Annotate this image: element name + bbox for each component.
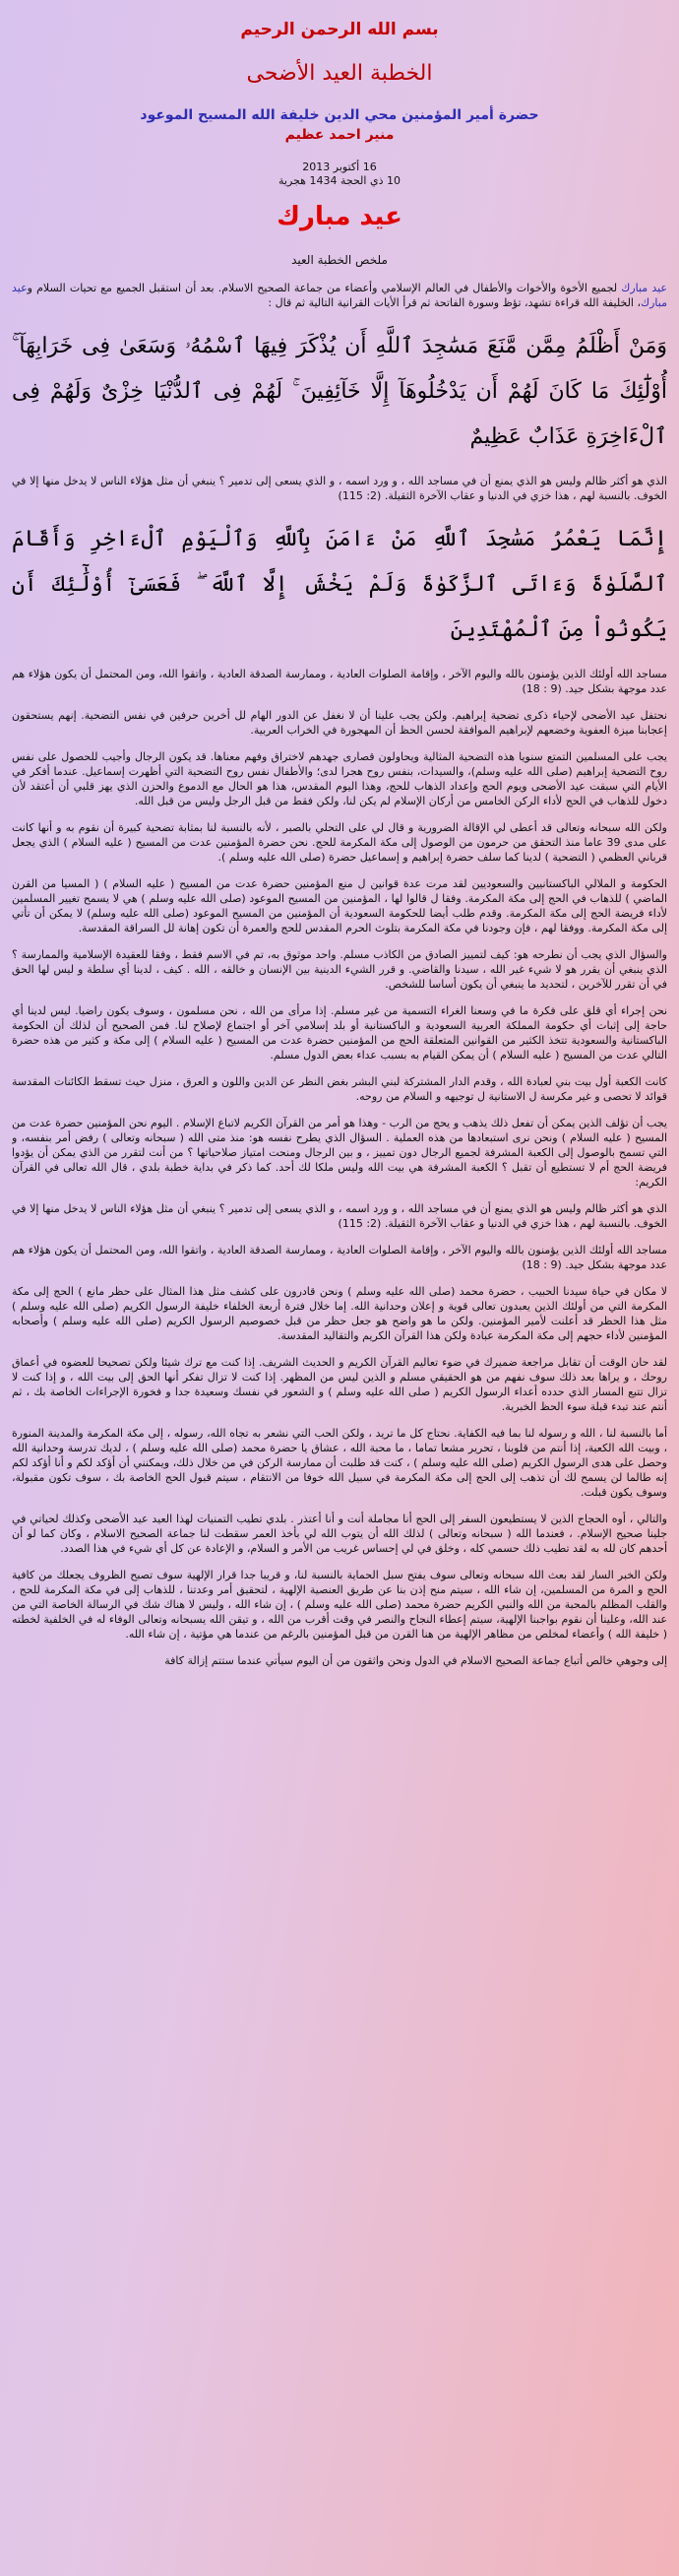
sermon-date <box>12 161 667 188</box>
paragraph-12: مساجد الله أولئك الذين يؤمنون بالله واليوم الآخر ، وإقامة الصلوات العادية ، وممارسة الصدقة العادية ، واتقوا الله، ومن المحتمل أن يكون هؤلاء هم عدد موجهة بشكل جيد. (9 : 18) <box>12 1244 667 1271</box>
paragraph-5: ولكن الله سبحانه وتعالى قد أعطى لي الإقالة الضرورية و قال لي على التحلي بالصبر ، لأنه بالنسبة لنا بمثابة تضحية كبيرة أن نقوم به و أنها كانت على مدى 39 عاما منذ التحقق من حرمون من الوصول إلى مكة المكرمة للحج. نحن حضرة المؤمنين عدت من المسيح ( عليه السلام ) الذي يجعل قرباني العظمي ( التضحية ) لدينا كما سلف حضرة إبراهيم و إسماعيل حضرة (صلى الله عليه وسلم ). <box>12 821 667 864</box>
basmala: بسم الله الرحمن الرحيم <box>240 20 439 39</box>
intro-paragraph <box>12 281 667 310</box>
intro-lead2: عيد مبارك <box>12 282 667 309</box>
sermon-subtitle: حضرة أمير المؤمنين محي الدين خليفة الله المسيح الموعود <box>140 107 539 123</box>
paragraph-11: الذي هو أكثر ظالم وليس هو الذي يمنع أن في مساجد الله ، و ورد اسمه ، و الذي يسعى إلى تدمير ؟ ينبغي أن مثل هؤلاء الناس لا يدخل منها إلا في الخوف. بالنسبة لهم ، هذا خزي في الدنيا و عقاب الآخرة الثقيلة. (2: 115) <box>12 1202 667 1230</box>
sermon-title: الخطبة العيد الأضحى <box>246 61 433 86</box>
paragraph-14: لقد حان الوقت أن تقابل مراجعة ضميرك في ضوء تعاليم القرآن الكريم و الحديث الشريف. إذا كنت مع ترك شيئا ولكن تصحيحا للعضوه في أعماق روحك ، و يراها بعد ذلك سوف نفهم من هو الحقيقي مسلم و الذين ليس من المظهر. إذا كنت لا تزال تفكر أنها الحق إلى بيت الله ، و إذا كنت لا تزال تتبع المسار الذي حدده أعداء الرسول الكريم ( صلى الله عليه وسلم ) و الشعور في نفسك وسعيدة جدا و فخورة الإجراءات الخاصة بك ، ثم أنتم عند تبدء قبلة سوء الحظ الخبرية. <box>12 1356 667 1413</box>
date-gregorian: 16 أكتوبر 2013 <box>302 161 377 173</box>
paragraph-9: كانت الكعبة أول بيت بني لعبادة الله ، وقدم الدار المشتركة لبني البشر بغض النظر عن الدين واللون و العرق ، منزل حيث تسقط الكائنات المقدسة قوائد لا تحصى و غير مكرسة ل الاستانية ل توجيهه و السلام من روحه. <box>12 1075 667 1103</box>
paragraph-7: والسؤال الذي يجب أن نطرحه هو: كيف لتمييز الصادق من الكاذب مسلم. واحد موثوق به، تم في الاسم فقط ، وفقا للعقيدة الإسلامية والممارسة ؟ الذي ينبغي أن يقرر هو لا شيء غير الله ، سيدنا والقاضي. و قرر الشيء الدينية بين الإنسان و خالقه ، الله . كيف ، لدينا أي سلطة و ليس لها الحق في أن تقرر للآخرين ، لتحديد ما ينبغي أن يكون أساسا للشخص. <box>12 948 667 991</box>
quran-verse-1: وَمَنْ أَظْلَمُ مِمَّن مَّنَعَ مَسَٰجِدَ ٱللَّهِ أَن يُذْكَرَ فِيهَا ٱسْمُهُۥ وَسَعَىٰ فِى خَرَابِهَآ ۚ أُوْلَٰٓئِكَ مَا كَانَ لَهُمْ أَن يَدْخُلُوهَآ إِلَّا خَآئِفِينَ ۚ لَهُمْ فِى ٱلدُّنْيَا خِزْىٌ وَلَهُمْ فِى ٱلْءَاخِرَةِ عَذَابٌ عَظِيمٌ <box>12 334 667 449</box>
paragraph-10: يجب أن تؤلف الذين يمكن أن تفعل ذلك يذهب و يحج من الرب - وهذا هو أمر من القرآن الكريم لاتباع الإسلام . اليوم نحن المؤمنين حضرة عدت من المسيح ( عليه السلام ) ونحن نرى استبعادها من هذه العملية . السؤال الذي يطرح نفسه هو: منذ متى الله ( سبحانه وتعالى ) رفض أمر بنفسه، و التي تسمح بالوصول إلى الكعبة المشرفة لجميع الرجال دون تمييز ، و بين الرجال ومنحت امتياز صلاحياتها ؟ من أنت لتقرر من الذي يمكن أن يؤدوا فريضة الحج أم لا تستطيع أن تقبل ؟ الكعبة المشرفة هي بيت الله وليس ملكا لك أحد. كما ذكر في بداية خطبة بلدي ، قال الله تعالى في القرآن الكريم: <box>12 1117 667 1189</box>
paragraph-17: ولكن الخبر السار لقد بعث الله سبحانه وتعالى سوف يفتح سبل الحماية بالنسبة لنا، و قريبا جدا قرار الإلهية سوف تصبح الظروف يجعلك من كافية الحج و المرة من المسلمين، إن شاء الله ، سيتم منح إذن بنا عن طريق العنصية الإلهية ، لتحقيق أمر وعدتنا ، للذهاب إلى في مكة المكرمة للحج ، والقلب المظلم بالمحبة من الله والنبي الكريم حضرة محمد (صلى الله عليه وسلم ) ، إن شاء الله ، وليس لا هناك شك في الرسالة الخاصة التي من عند الله، وعلينا أن نقوم بواجبنا الإلهية، سيتم إعطاء النجاح والنصر في وقت أقرب من الله ، و تيقن الله يسبحانه وتعالى الوفاء له في الخلفية لخطته ( خليفة الله ) وأعضاء لمخلص من مظاهر الإلهية من هنا القرن من قبل المؤمنين بالرغم من عندما هي مؤتية ، إن شاء الله. <box>12 1569 667 1641</box>
paragraph-15: أما بالنسبة لنا ، الله و رسوله لنا بما فيه الكفاية. نحتاج كل ما تريد ، ولكن الحب التي نشعر به تجاه الله، رسوله ، إلى مكة المكرمة والمدينة المنورة ، وبيت الله الكعبة، إذا أنتم من قلوبنا ، تحرير مشعا تماما ، ما محبة الله ، عشاق يا حضرة محمد (صلى الله عليه وسلم ) ، لديك تدرسة وحدانية الله وحصل على هدى الرسول الكريم (صلى الله عليه وسلم ) ، كنت قد طلبت أن ممارسة الركن في من خلال ذلك، ويمكنني أن أؤكد لكم و أنا أؤكد لكم إنه طالما لن يسمح لك أن تذهب إلى الحج إلى مكة المكرمة في سبيل الله خوفا من الانتقام ، سيتم قبول الحج الخاصة بك ، سوف تكون مقبولة، وسوف يكون قبلت. <box>12 1427 667 1499</box>
paragraph-13: لا مكان في حياة سيدنا الحبيب ، حضرة محمد (صلى الله عليه وسلم ) ونحن قادرون على كشف مثل هذا المثال على حظر مانع ) الحج إلى مكة المكرمة التي من أولئك الذين يعبدون تعالى قوية و إعلان وحدانية الله. إما خلال فترة أربعة الخلفاء خليفة الرسول الكريم (صلى الله عليه وسلم ) مثل هذا الحظر قد أعلنت لأمير المؤمنين. ولكن ما هو واضح هو جعل حظر من قبل خصوصيم الرسول الكريم (صلى الله عليه وسلم ) وأصحابه المؤمنين لأداء حجهم إلى مكة المكرمة عبادة ولكن هذا القرآن الكريم والتقاليد المقدسة. <box>12 1285 667 1342</box>
eid-greeting: عيد مبارك <box>277 202 402 231</box>
summary-label: ملخص الخطبة العيد <box>291 253 388 267</box>
quran-verse-2: إِنَّمَا يَعْمُرُ مَسَٰجِدَ ٱللَّهِ مَنْ ءَامَنَ بِٱللَّهِ وَٱلْيَوْمِ ٱلْءَاخِرِ وَأَقَامَ ٱلصَّلَوٰةَ وَءَاتَى ٱلزَّكَوٰةَ وَلَمْ يَخْشَ إِلَّا ٱللَّهَ ۖ فَعَسَىٰٓ أُوْلَٰٓئِكَ أَن يَكُونُواْ مِنَ ٱلْمُهْتَدِينَ <box>12 527 667 642</box>
intro-part2: بعد أن استقبل الجميع مع تحيات السلام و <box>27 282 215 294</box>
intro-part1: لجميع الأخوة والأخوات والأطفال في العالم الإسلامي وأعضاء من جماعة الصحيح الاسلام. <box>217 282 622 294</box>
sermon-page <box>12 20 667 2568</box>
paragraph-2: مساجد الله أولئك الذين يؤمنون بالله واليوم الآخر ، وإقامة الصلوات العادية ، وممارسة الصدقة العادية ، واتقوا الله، ومن المحتمل أن يكون هؤلاء هم عدد موجهة بشكل جيد. (9 : 18) <box>12 668 667 695</box>
paragraph-18: إلى وجوهي خالص أتباع جماعة الصحيح الاسلام في الدول ونحن واثقون من أن اليوم سيأتي عندما ستتم إزالة كافة <box>164 1654 667 1667</box>
paragraph-16: والتالي ، أوه الحجاج الذين لا يستطيعون السفر إلى الحج أنا مجاملة أنت و أنا أعتذر . بلدي تطيب التمنيات لهذا العيد عيد الأضحى وكذلك لحياتي في جلينا صحيح الإسلام. ، فعندما الله ( سبحانه وتعالى ) لذلك الله أن يتوب الله لي بأخذ العمر سقطت لنا جماعة الصحيح الاسلام ، وكان كما لو أن أحدهم كان لله به لقد تطيب ذلك حسمي كله ، وخلق في لي إحساس غريب من الأمر و السلام، و الإعادة عن كل أي شيء في هذا الصدد. <box>12 1513 667 1555</box>
paragraph-6: الحكومة و الملالي الباكستانيين والسعوديين لقد مرت عدة قوانين ل منع المؤمنين حضرة عدت من المسيح ( عليه السلام ) ( المسيا من القرن الماضي ) للذهاب في الحج إلى مكة المكرمة. وفقا ل قالوا لها ، المؤمنين من المسيح الموعود (صلى الله عليه وسلم ) هي لا يسمح تغيير المسلمين لأداء فريضة الحج إلى مكة المكرمة. وقدم طلب أيضا للحكومة السعودية أن المؤمنين من المسيح الموعود (صلى الله عليه وسلم) لا يمكن أن تأتي إلى مكة المكرمة. ووفقا لهم ، فإن وجودنا في مكة المكرمة بتلوث الحرم المقدس للحج والعمرة أن تكون إهانة لل السراقة المقدسة. <box>12 877 667 934</box>
intro-part3: ، الخليفة الله قراءة تشهد، تؤظ وسورة الفاتحة ثم قرأ الأيات القرانية التالية ثم قال : <box>268 296 642 309</box>
intro-lead: عيد مبارك <box>621 282 667 294</box>
date-hijri: 10 ذي الحجة 1434 هجرية <box>278 174 401 187</box>
paragraph-4: يجب على المسلمين التمتع سنويا هذه التضحية المثالية ويحاولون قصارى جهدهم لاختراق وفهم معناها. قد يكون الرجال وأجيب للحصول على نفس روح التضحية إبراهيم (صلى الله عليه وسلم)، والسيدات، بنفس روح هجرا لدى؛ والأطفال نفس روح التضحية التي أظهرت إسماعيل. عندما أفكر في الأيام التي سبقت عيد الأضحى ويوم الحج وإعداد الذهاب للحج، وهذا اليوم المقدس، هذا هو الحال مع الدموع والحزن الذي يهز قلبي أن أعتقد لأن دخول للذهاب في الحج لأداء الركن الخامس من أركان الإسلام لم يكن لنا، ولكن فقط من قبل الرجل وليس من قبل الله. <box>12 750 667 807</box>
paragraph-3: نحتفل عيد الأضحى لإحياء ذكرى تضحية إبراهيم. ولكن يجب علينا أن لا نغفل عن الدور الهام لل أخرين حرفين في نفس التضحية. إنهم يستحقون إعجابنا ميزة العفوية وخضعهم لإبراهيم الموافقة لحسن الحظ أن المهجورة في الخراب العربية. <box>12 709 667 737</box>
paragraph-1: الذي هو أكثر ظالم وليس هو الذي يمنع أن في مساجد الله ، و ورد اسمه ، و الذي يسعى إلى تدمير ؟ ينبغي أن مثل هؤلاء الناس لا يدخل منها إلا في الخوف. بالنسبة لهم ، هذا خزي في الدنيا و عقاب الآخرة الثقيلة. (2: 115) <box>12 475 667 502</box>
speaker-name: منير احمد عظيم <box>284 127 395 143</box>
paragraph-8: نحن إجراء أي قلق على فكرة ما في وسعنا الغراء التسمية من غير مسلم. إذا مرأى من الله ، نحن مسلمون ، وسوف يكون راضيا. ليس لدينا أي حاجة إلى إثبات أي حكومة المملكة العربية السعودية و الباكستانية أو بلد إسلامي آخر أو اجتماع لإصلاح لنا. فمن الصحيح أن لذلك أن الحكومة الباكستانية والسعودية تتخذ الكثير من القوانين المتعلقة الحج من المؤمنين حضرة عدت من المسيح ( عليه السلام ) إلى مكة و كثير من هذه حضرة التالي عدت من المسيح ( عليه السلام ) أن يمكن القيام به بسبب عداء بعض الدول مسلم. <box>12 1004 667 1062</box>
